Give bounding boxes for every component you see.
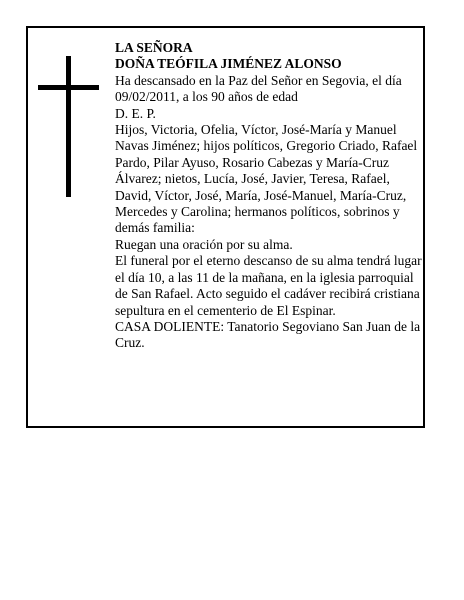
- notice-title: LA SEÑORA: [115, 40, 193, 55]
- deceased-name: DOÑA TEÓFILA JIMÉNEZ ALONSO: [115, 56, 342, 72]
- family-list: Hijos, Victoria, Ofelia, Víctor, José-María y Manuel Navas Jiménez; hijos políticos, Gregorio Criado, Rafael Pardo, Pilar Ayuso, Rosario Cabezas y María-Cruz Álvarez; nietos, Lucía, José, Javier, Teresa, Rafael, David, Víctor, José, María, José-Manuel, María-Cruz, Mercedes y Carolina; hermanos políticos, sobrinos y demás familia:: [115, 122, 418, 236]
- dep-line: D. E. P.: [115, 105, 156, 121]
- death-announcement: Ha descansado en la Paz del Señor en Segovia, el día 09/02/2011, a los 90 años de edad: [115, 72, 402, 105]
- cross-vertical-bar: [66, 56, 71, 197]
- notice-text: [115, 40, 423, 352]
- prayer-request: Ruegan una oración por su alma.: [115, 236, 293, 252]
- cross-horizontal-bar: [38, 85, 99, 90]
- obituary-notice: [26, 26, 425, 428]
- funeral-details: El funeral por el eterno descanso de su alma tendrá lugar el día 10, a las 11 de la mañana, en la iglesia parroquial de San Rafael. Acto seguido el cadáver recibirá cristiana sepultura en el cementerio de El Espinar.: [115, 253, 422, 318]
- casa-doliente: CASA DOLIENTE: Tanatorio Segoviano San Juan de la Cruz.: [115, 318, 421, 351]
